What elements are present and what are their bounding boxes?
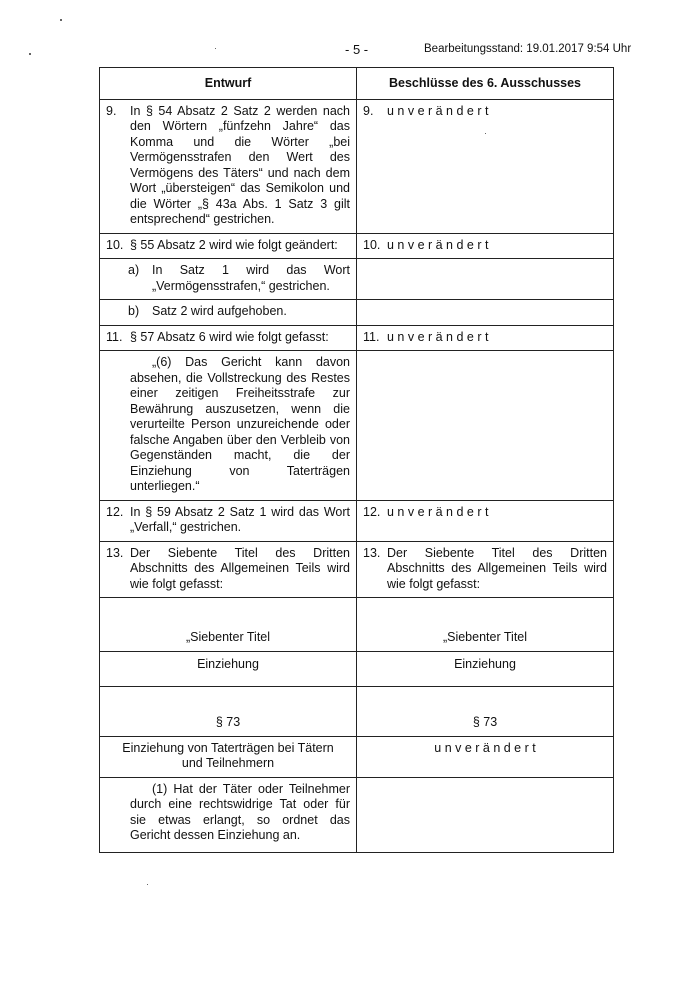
unchanged-label: u n v e r ä n d e r t bbox=[387, 103, 489, 118]
unchanged-label: u n v e r ä n d e r t bbox=[387, 237, 489, 252]
subtitle-heading: Einziehung bbox=[357, 651, 614, 687]
item-number: 12. bbox=[363, 504, 381, 519]
table-row bbox=[100, 777, 614, 852]
title-heading: „Siebenter Titel bbox=[357, 598, 614, 652]
table-header-row bbox=[100, 68, 614, 100]
item-number: 13. bbox=[363, 545, 381, 560]
sub-item-text: Satz 2 wird aufgehoben. bbox=[152, 304, 287, 318]
item-text: § 57 Absatz 6 wird wie folgt gefasst: bbox=[130, 329, 329, 344]
table-row bbox=[100, 325, 614, 351]
table-row bbox=[100, 651, 614, 687]
table-row bbox=[100, 300, 614, 326]
column-header-draft: Entwurf bbox=[100, 68, 357, 100]
column-header-committee: Beschlüsse des 6. Ausschusses bbox=[357, 68, 614, 100]
committee-cell-empty bbox=[357, 259, 614, 300]
item-number: 12. bbox=[106, 504, 124, 519]
draft-cell bbox=[100, 500, 357, 541]
item-number: 11. bbox=[106, 329, 123, 344]
draft-cell bbox=[100, 99, 357, 233]
revision-status: Bearbeitungsstand: 19.01.2017 9:54 Uhr bbox=[424, 43, 632, 55]
unchanged-label: u n v e r ä n d e r t bbox=[357, 736, 614, 777]
committee-cell-empty bbox=[357, 351, 614, 501]
committee-cell bbox=[357, 500, 614, 541]
draft-cell bbox=[100, 259, 357, 300]
page-number: - 5 - bbox=[345, 42, 369, 57]
sub-item-label: a) bbox=[128, 263, 140, 277]
committee-cell-empty bbox=[357, 777, 614, 852]
table-row bbox=[100, 598, 614, 652]
draft-cell bbox=[100, 777, 357, 852]
draft-cell bbox=[100, 300, 357, 326]
table-row bbox=[100, 233, 614, 259]
item-text: Der Siebente Titel des Dritten Abschnitts des Allgemeinen Teils wird wie folgt gefasst: bbox=[130, 545, 350, 591]
table-row bbox=[100, 500, 614, 541]
committee-cell-empty bbox=[357, 300, 614, 326]
table-row bbox=[100, 736, 614, 777]
quoted-paragraph: „(6) Das Gericht kann davon absehen, die Vollstreckung des Restes einer zeitigen Freiheitsstrafe zur Bewährung auszusetzen, wenn die verurteilte Person unzureichende oder falsche Angaben über den Verbleib von Gegenständen macht, die der Einziehung von Taterträgen unterliegen.“ bbox=[130, 355, 350, 493]
scan-speck bbox=[147, 884, 148, 885]
section-heading: § 73 bbox=[357, 687, 614, 737]
table-row bbox=[100, 687, 614, 737]
item-number: 11. bbox=[363, 329, 380, 344]
sub-item-text: In Satz 1 wird das Wort „Vermögensstrafen,“ gestrichen. bbox=[152, 263, 350, 293]
item-number: 13. bbox=[106, 545, 124, 560]
committee-cell bbox=[357, 233, 614, 259]
page-header bbox=[0, 42, 700, 58]
item-text: § 55 Absatz 2 wird wie folgt geändert: bbox=[130, 237, 338, 252]
synopsis-table bbox=[99, 67, 614, 853]
draft-cell bbox=[100, 325, 357, 351]
unchanged-label: u n v e r ä n d e r t bbox=[387, 329, 489, 344]
draft-cell bbox=[100, 351, 357, 501]
item-number: 9. bbox=[363, 103, 374, 118]
paragraph-text: (1) Hat der Täter oder Teilnehmer durch eine rechtswidrige Tat oder für sie etwas erlangt, so ordnet das Gericht dessen Einziehung an. bbox=[130, 781, 350, 842]
draft-cell bbox=[100, 541, 357, 598]
item-text: In § 54 Absatz 2 Satz 2 werden nach den Wörtern „fünfzehn Jahre“ das Komma und die Wörter „bei Vermögensstrafen den Wert des Vermögens des Täters“ und nach dem Wort „übersteigen“ das Semikolon und die Wörter „§ 43a Abs. 1 Satz 3 gilt entsprechend“ gestrichen. bbox=[130, 103, 350, 226]
committee-cell bbox=[357, 325, 614, 351]
committee-cell bbox=[357, 541, 614, 598]
section-title: Einziehung von Taterträgen bei Tätern und Teilnehmern bbox=[100, 736, 357, 777]
item-number: 9. bbox=[106, 103, 117, 118]
committee-cell bbox=[357, 99, 614, 233]
section-heading: § 73 bbox=[100, 687, 357, 737]
table-row bbox=[100, 541, 614, 598]
item-number: 10. bbox=[363, 237, 381, 252]
scan-speck bbox=[60, 19, 62, 21]
subtitle-heading: Einziehung bbox=[100, 651, 357, 687]
title-heading: „Siebenter Titel bbox=[100, 598, 357, 652]
item-text: In § 59 Absatz 2 Satz 1 wird das Wort „Verfall,“ gestrichen. bbox=[130, 504, 350, 534]
table-row bbox=[100, 351, 614, 501]
draft-cell bbox=[100, 233, 357, 259]
unchanged-label: u n v e r ä n d e r t bbox=[387, 504, 489, 519]
table-row bbox=[100, 259, 614, 300]
item-text: Der Siebente Titel des Dritten Abschnitts des Allgemeinen Teils wird wie folgt gefasst: bbox=[387, 545, 607, 591]
item-number: 10. bbox=[106, 237, 124, 252]
table-row bbox=[100, 99, 614, 233]
sub-item-label: b) bbox=[128, 304, 140, 318]
